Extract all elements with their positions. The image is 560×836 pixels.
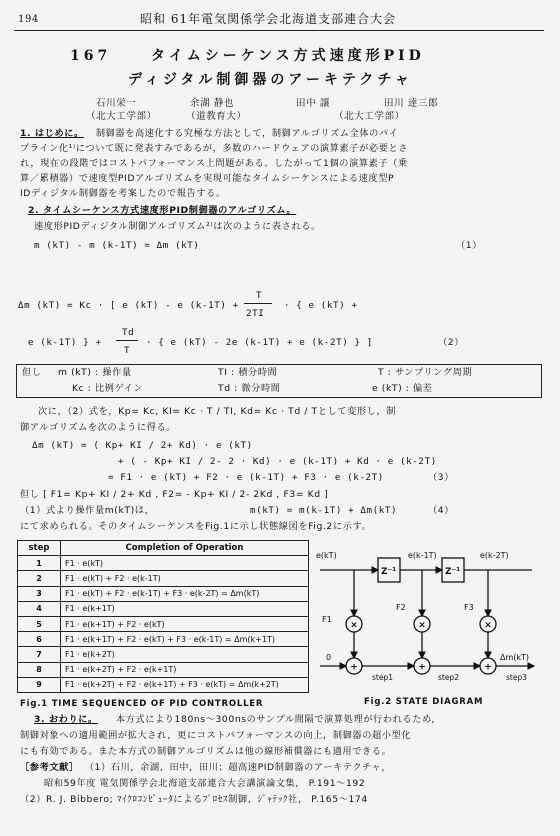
step-number: 7	[18, 647, 61, 662]
equation-2b: · { e (kT) +	[284, 300, 358, 311]
header-rule	[14, 30, 544, 31]
paper-number: 167	[70, 48, 112, 64]
definition-t: T : サンプリング周期	[378, 367, 473, 378]
reference-1-continued: 昭和59年度 電気関係学会北海道支部連合大会講演論文集， P.191～192	[44, 778, 366, 789]
gain-f1: F1	[322, 615, 332, 624]
step-number: 5	[18, 616, 61, 631]
fig2-caption: Fig.2 STATE DIAGRAM	[364, 697, 484, 707]
section2-line1: 速度形PIDディジタル制御アルゴリズム²⁾は次のように表される。	[34, 221, 321, 232]
author-2: 余湖 静也	[190, 98, 235, 109]
multiply-symbol: ×	[418, 620, 426, 631]
equation-2d: · { e (kT) - 2e (k-1T) + e (k-2T) } ]	[146, 337, 373, 348]
step-number: 8	[18, 662, 61, 677]
page-number: 194	[18, 14, 39, 25]
section2-line4: にて求められる。そのタイムシーケンスをFig.1に示し状態線図をFig.2に示す。	[20, 521, 372, 532]
references-heading: ［参考文献］	[20, 762, 79, 773]
label-e-k1t: e(k-1T)	[408, 551, 437, 560]
table-header-step: step	[18, 541, 61, 556]
step-operation: F1 · e(k+2T) + F2 · e(k+1T)	[61, 662, 309, 677]
reference-2: （2）R. J. Bibbero; ﾏｲｸﾛｺﾝﾋﾟｭｰﾀによるﾌﾟﾛｾｽ制御，ｼﾞｬﾃｯｸ社， P.165～174	[20, 794, 368, 805]
section3-line1	[34, 714, 441, 726]
table-row	[18, 632, 309, 647]
step-number: 6	[18, 632, 61, 647]
paper-title-line2: ディジタル制御器のアーキテクチャ	[128, 72, 413, 88]
table-row	[18, 662, 309, 677]
equation-3-number: （3）	[428, 472, 455, 483]
equation-3c: = F1 · e (kT) + F2 · e (k-1T) + F3 · e (k-2T)	[108, 472, 384, 483]
zero-input-label: 0	[326, 653, 332, 662]
definition-m: m (kT) : 操作量	[58, 367, 132, 378]
affiliation-1: （北大工学部）	[86, 111, 157, 122]
definition-td: Td : 微分時間	[218, 383, 281, 394]
section3-text-1: 本方式により180ns～300nsのサンプル間隔で演算処理が行われるため，	[115, 714, 442, 725]
plus-symbol: +	[418, 662, 426, 673]
affiliation-3: （北大工学部）	[334, 111, 405, 122]
multiply-symbol: ×	[484, 620, 492, 631]
step-label-3: step3	[506, 673, 527, 682]
definitions-where: 但し	[22, 367, 42, 378]
equation-3a: Δm (kT) = ( Kp+ KI / 2+ Kd) · e (kT)	[32, 440, 253, 451]
section1-heading: 1. はじめに。	[20, 128, 84, 139]
table-row	[18, 677, 309, 692]
definition-e: e (kT) : 偏差	[372, 383, 433, 394]
step-operation: F1 · e(k+1T) + F2 · e(kT) + F3 · e(k-1T) = Δm(k+1T)	[61, 632, 309, 647]
affiliation-2: （道教育大）	[186, 111, 247, 122]
equation-1-number: （1）	[456, 240, 483, 251]
fraction2-numerator: Td	[122, 327, 135, 338]
section2-line2: 次に，（2）式を，Kp= Kc, KI= Kc · T / TI, Kd= Kc · Td / Tとして変形し，制	[38, 406, 397, 417]
time-sequence-table	[17, 540, 309, 693]
equation-1: m (kT) - m (k-1T) = Δm (kT)	[34, 240, 200, 251]
author-3: 田中 譲	[296, 98, 330, 109]
definition-kc: Kc : 比例ゲイン	[72, 383, 144, 394]
output-label: Δm(kT)	[500, 653, 530, 662]
table-row	[18, 616, 309, 631]
step-operation: F1 · e(k+2T)	[61, 647, 309, 662]
table-row	[18, 571, 309, 586]
table-row	[18, 586, 309, 601]
step-number: 9	[18, 677, 61, 692]
multiply-symbol: ×	[350, 620, 358, 631]
gain-f2: F2	[396, 603, 406, 612]
step-operation: F1 · e(kT)	[61, 556, 309, 571]
plus-symbol: +	[484, 662, 492, 673]
section1-line3: れ，現在の段階ではコストパフォーマンス上問題がある。したがって1個の演算素子（乗	[20, 158, 408, 169]
fraction1-bar	[244, 303, 272, 304]
step-number: 1	[18, 556, 61, 571]
equation-2c: e (k-1T) } +	[28, 337, 102, 348]
equation-3-where: 但し [ F1= Kp+ KI / 2+ Kd , F2= - Kp+ KI / 2- 2Kd , F3= Kd ]	[20, 489, 329, 500]
label-e-kt: e(kT)	[316, 551, 337, 560]
section3-line3: にも有効である。また本方式の制御アルゴリズムは他の線形補償器にも適用できる。	[20, 746, 392, 757]
equation-4-number: （4）	[428, 505, 455, 516]
step-number: 2	[18, 571, 61, 586]
equation-4-intro: （1）式より操作量m(kT)は，	[20, 505, 155, 516]
fraction2-bar	[116, 340, 138, 341]
section1-line4: 算／累積器）で速度型PIDアルゴリズムを実現可能なタイムシーケンスによる速度型P	[20, 173, 395, 184]
section1-line5: IDディジタル制御器を考案したので報告する。	[20, 188, 226, 199]
step-number: 3	[18, 586, 61, 601]
step-operation: F1 · e(k+2T) + F2 · e(k+1T) + F3 · e(kT) = Δm(k+2T)	[61, 677, 309, 692]
fig1-caption: Fig.1 TIME SEQUENCED OF PID CONTROLLER	[20, 699, 264, 709]
section3-heading: 3. おわりに。	[34, 714, 98, 725]
author-4: 田川 達三郎	[384, 98, 439, 109]
step-label-2: step2	[438, 673, 459, 682]
delay-label-1: Z⁻¹	[381, 567, 397, 577]
section1-line1	[20, 128, 399, 140]
conference-header: 昭和 61年電気関係学会北海道支部連合大会	[140, 12, 397, 26]
fraction1-denominator: 2TI	[246, 308, 265, 319]
state-diagram	[312, 548, 548, 688]
reference-1-text: （1）石川，余湖，田中，田川；超高速PID制御器のアーキテクチャ，	[84, 762, 392, 773]
section2-line3: 御アルゴリズムを次のように得る。	[20, 422, 177, 433]
step-operation: F1 · e(k+1T)	[61, 601, 309, 616]
section3-line2: 制御対象への適用範囲が拡大され，更にコストパフォーマンスの向上，制御器の超小型化	[20, 730, 412, 741]
fraction2-denominator: T	[124, 345, 131, 356]
table-header-operation: Completion of Operation	[61, 541, 309, 556]
paper-title-line1	[70, 50, 425, 62]
table-row	[18, 556, 309, 571]
author-1: 石川栄一	[96, 98, 137, 109]
step-number: 4	[18, 601, 61, 616]
equation-4: m(kT) = m(k-1T) + Δm(kT)	[250, 505, 398, 516]
section1-text-1: 制御器を高速化する究極な方法として，制御アルゴリズム全体のパイ	[95, 128, 399, 139]
gain-f3: F3	[464, 603, 474, 612]
title-text-1: タイムシーケンス方式速度形PID	[150, 48, 425, 64]
delay-label-2: Z⁻¹	[445, 567, 461, 577]
table-row	[18, 647, 309, 662]
fraction1-numerator: T	[256, 290, 263, 301]
table-row	[18, 601, 309, 616]
section1-line2: プライン化¹⁾について既に発表すみであるが，多数のハードウェアの演算素子が必要とさ	[20, 143, 409, 154]
step-operation: F1 · e(kT) + F2 · e(k-1T)	[61, 571, 309, 586]
step-operation: F1 · e(k+1T) + F2 · e(kT)	[61, 616, 309, 631]
equation-2a: Δm (kT) = Kc · [ e (kT) - e (k-1T) +	[18, 300, 239, 311]
definition-ti: TI : 積分時間	[218, 367, 278, 378]
equation-2-number: （2）	[438, 337, 465, 348]
table-header-row	[18, 541, 309, 556]
plus-symbol: +	[350, 662, 358, 673]
equation-3b: + ( - Kp+ KI / 2- 2 · Kd) · e (k-1T) + Kd · e (k-2T)	[118, 456, 437, 467]
step-label-1: step1	[372, 673, 393, 682]
step-operation: F1 · e(kT) + F2 · e(k-1T) + F3 · e(k-2T) = Δm(kT)	[61, 586, 309, 601]
section2-heading: 2. タイムシーケンス方式速度形PID制御器のアルゴリズム。	[28, 205, 297, 216]
reference-1	[20, 762, 391, 774]
label-e-k2t: e(k-2T)	[480, 551, 509, 560]
